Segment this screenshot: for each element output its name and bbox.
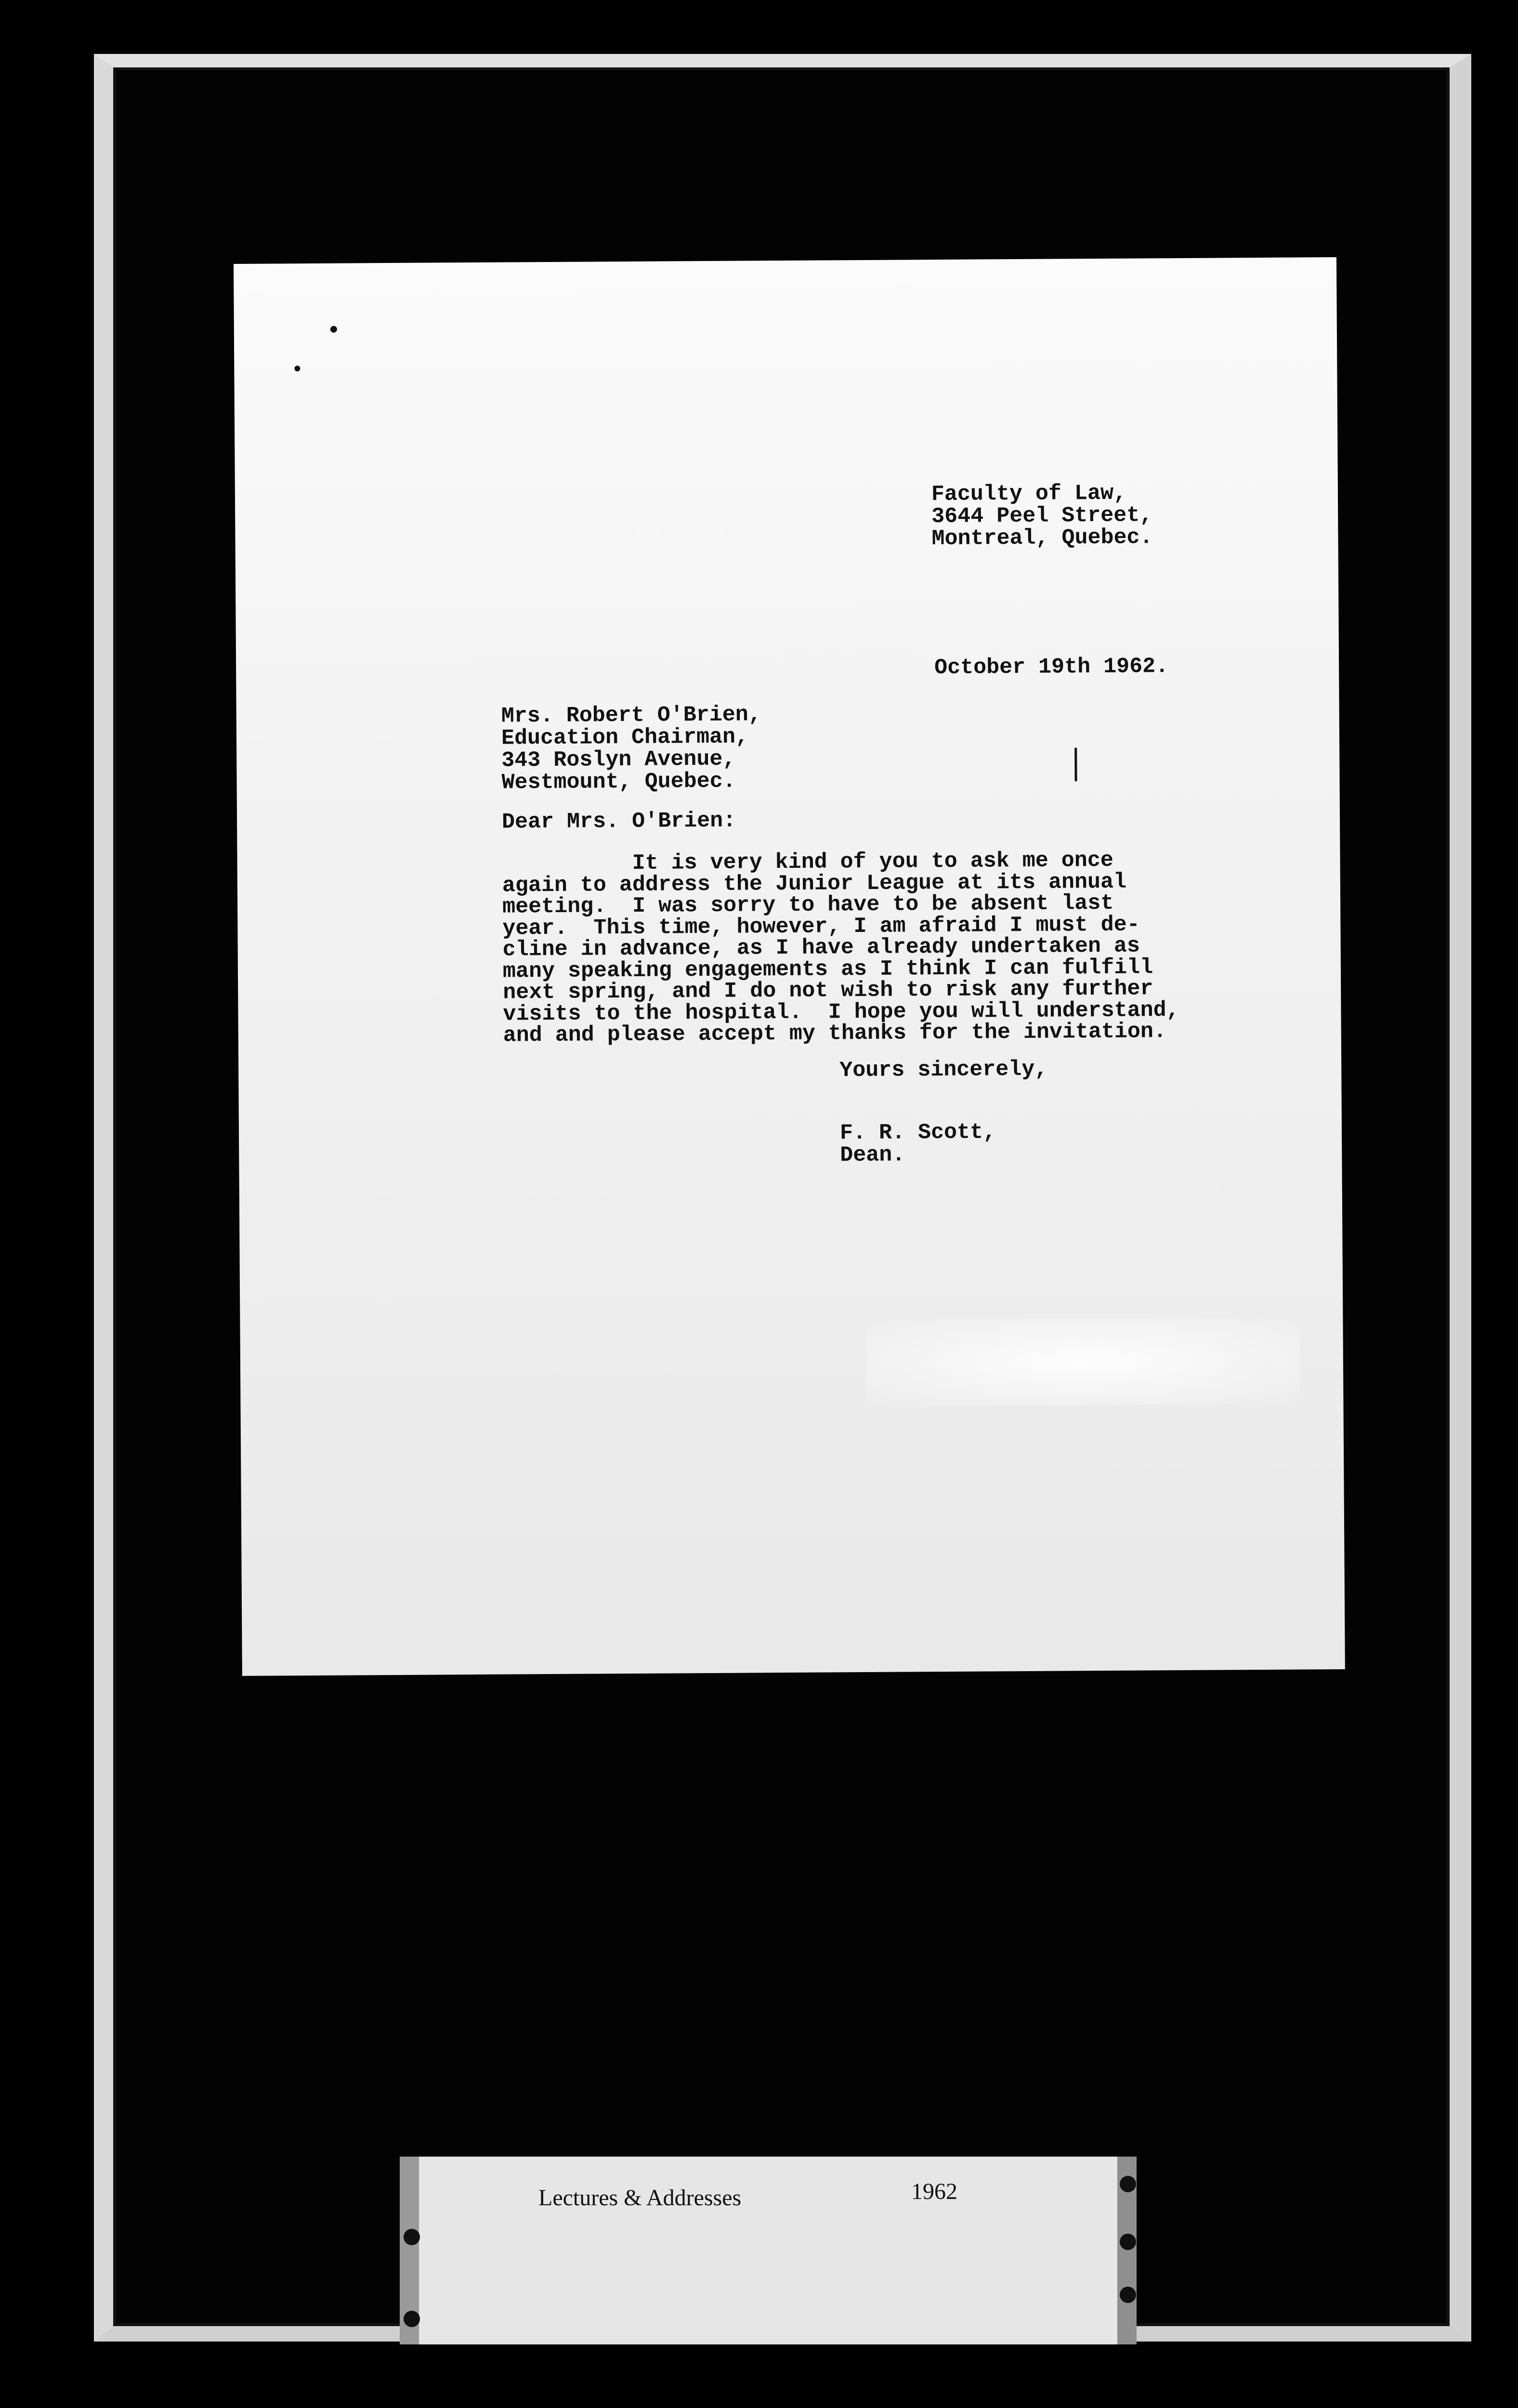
letter-body: It is very kind of you to ask me once again to address the Junior League at its annual meeting. I was sorry to have to be absent last year. This time, however, I am afraid I must de- cline in advance, as I have already undertaken as many speaking engagements as I think I can fulfill next spring, and I do not wish to risk any further visits to the hospital. I hope you will understand, and and please accept my thanks for the invitation. [502, 848, 1179, 1048]
punch-hole [1120, 2287, 1136, 2303]
signature-block: F. R. Scott, Dean. [839, 1120, 996, 1168]
recipient-address: Mrs. Robert O'Brien, Education Chairman, 343 Roslyn Avenue, Westmount, Quebec. [501, 702, 761, 795]
punch-hole [404, 2229, 420, 2245]
label-year: 1962 [911, 2179, 957, 2204]
punch-hole [1120, 2176, 1136, 2192]
letter-date: October 19th 1962. [934, 654, 1169, 681]
speck [1074, 747, 1077, 781]
speck [330, 326, 337, 333]
letter-page [234, 257, 1345, 1676]
paper-stain [866, 1317, 1300, 1406]
label-title: Lectures & Addresses [538, 2185, 742, 2211]
closing: Yours sincerely, [839, 1057, 1048, 1083]
punch-hole [404, 2311, 420, 2327]
film-label [400, 2157, 1137, 2344]
salutation: Dear Mrs. O'Brien: [501, 808, 736, 835]
speck [294, 366, 300, 371]
punch-hole [1120, 2234, 1136, 2250]
sender-address: Faculty of Law, 3644 Peel Street, Montreal, Quebec. [931, 481, 1153, 551]
